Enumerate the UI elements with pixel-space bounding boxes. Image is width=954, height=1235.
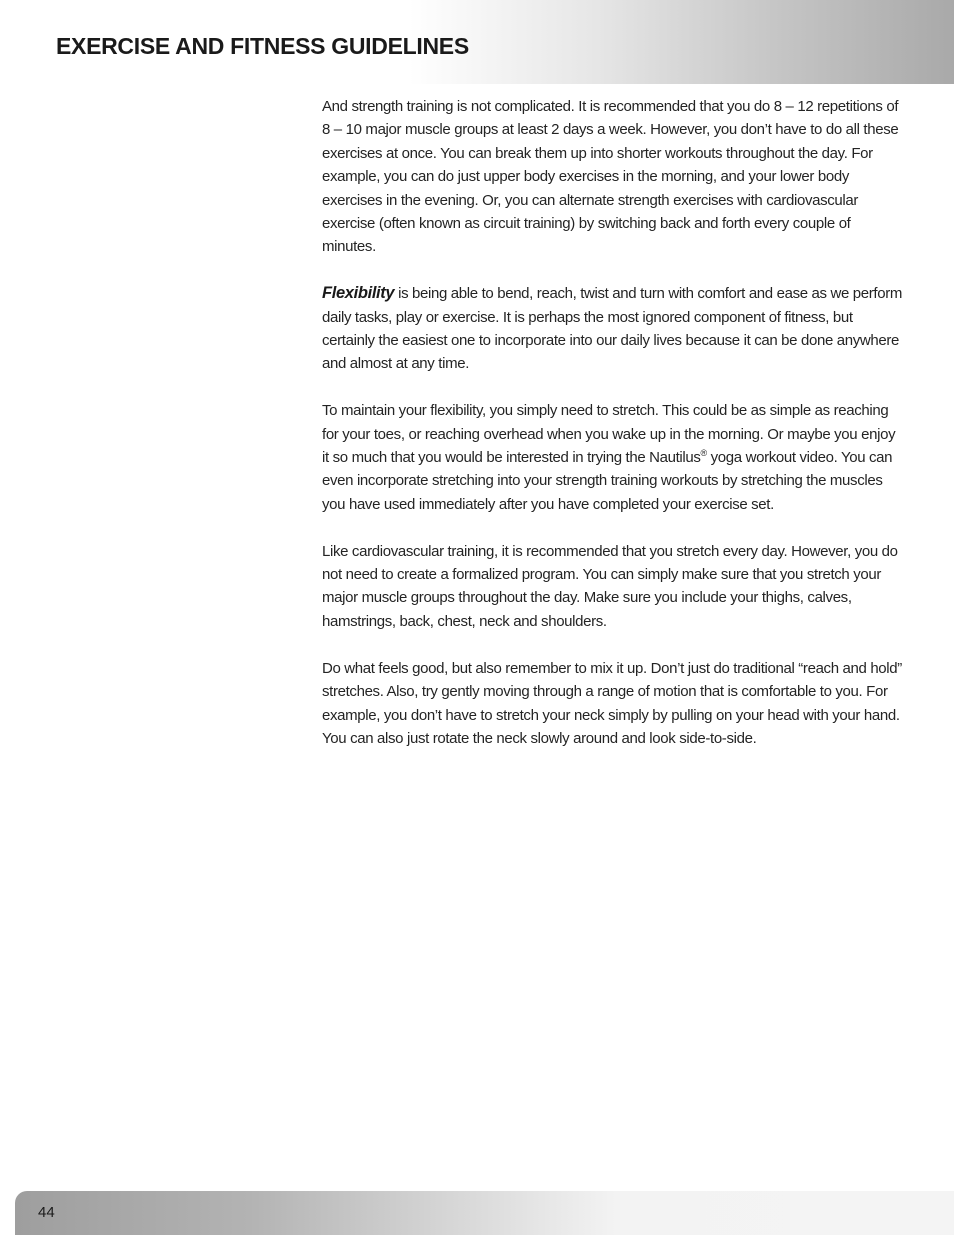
paragraph-strength: And strength training is not complicated. It is recommended that you do 8 – 12 repetitions of 8 – 10 major muscle groups at least 2 days a week. However, you don’t have to do all these exercises at once. You can break them up into shorter workouts throughout the day. For example, you can do just upper body exercises in the morning, and your lower body exercises in the evening. Or, you can alternate strength exercises with cardiovascular exercise (often known as circuit training) by switching back and forth every couple of minutes. xyxy=(322,98,899,256)
stretching-text-end: yoga workout video. You can even incorporate stretching into your strength training workouts by stretching the muscles you have used immediately after you have completed your exercise set. xyxy=(322,449,893,513)
body-text xyxy=(322,95,904,774)
stretching-text-start: To maintain your flexibility, you simply need to stretch. This could be as simple as reaching for your toes, or reaching overhead when you wake up in the morning. Or maybe you enjoy it so much that you would be interested in trying the Nautilus xyxy=(322,402,896,467)
footer-band xyxy=(15,1191,954,1235)
flexibility-term: Flexibility xyxy=(322,284,395,303)
paragraph-daily-stretch: Like cardiovascular training, it is recommended that you stretch every day. However, you do not need to create a formalized program. You can simply make sure that you stretch your major muscle groups throughout the day. Make sure you include your thighs, calves, hamstrings, back, chest, neck and shoulders. xyxy=(322,542,898,630)
paragraph-flexibility xyxy=(322,282,904,376)
page-title: EXERCISE AND FITNESS GUIDELINES xyxy=(56,33,469,59)
paragraph-stretching xyxy=(322,399,904,516)
registered-mark: ® xyxy=(700,448,707,459)
page-number: 44 xyxy=(38,1204,55,1221)
paragraph-mix-it-up: Do what feels good, but also remember to mix it up. Don’t just do traditional “reach and hold” stretches. Also, try gently moving through a range of motion that is comfortable to you. For example, you don’t have to stretch your neck simply by pulling on your head with your hand. You can also just rotate the neck slowly around and look side-to-side. xyxy=(322,659,902,747)
flexibility-definition: is being able to bend, reach, twist and turn with comfort and ease as we perform daily tasks, play or exercise. It is perhaps the most ignored component of fitness, but certainly the easiest one to incorporate into our daily lives because it can be done anywhere and almost at any time. xyxy=(322,285,903,373)
